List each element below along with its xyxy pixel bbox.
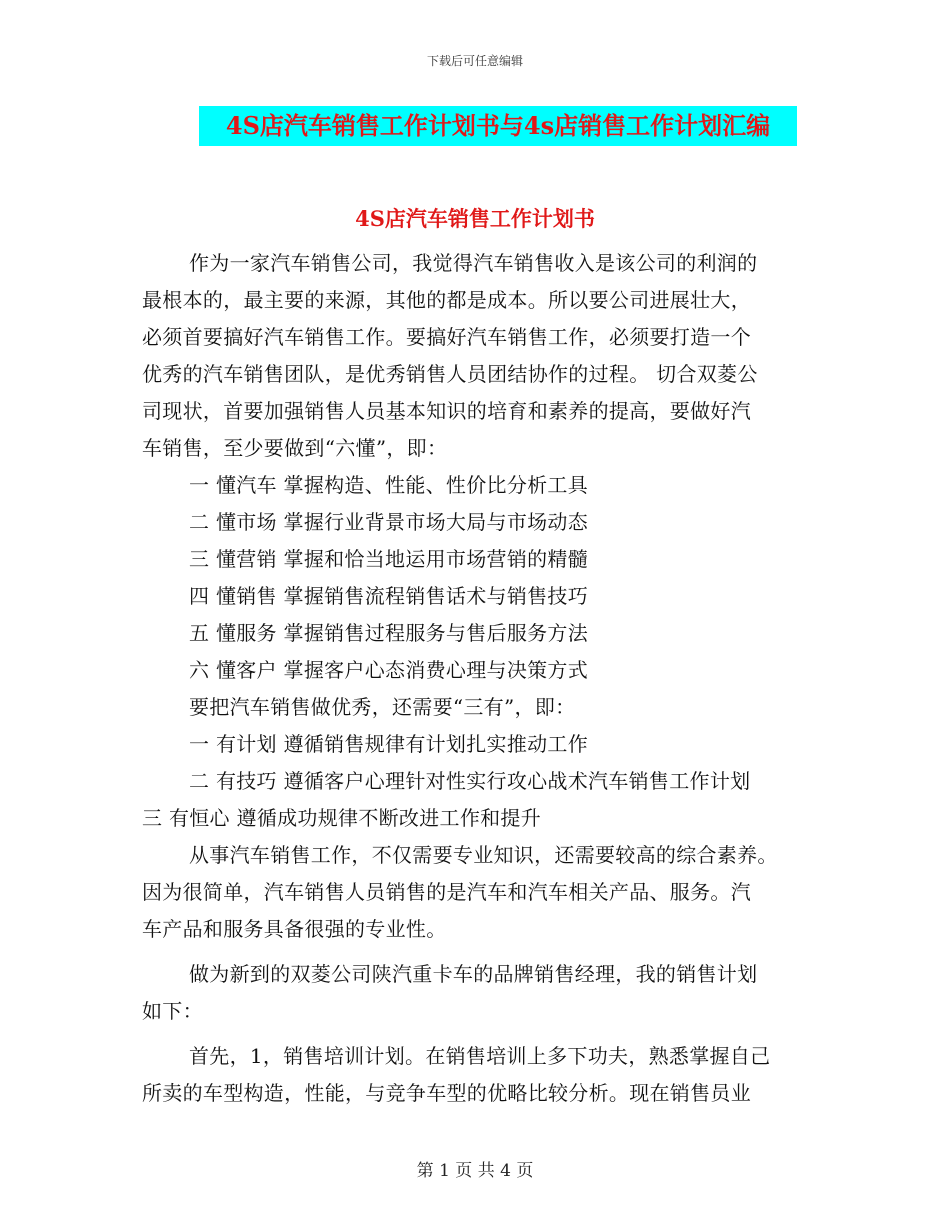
paragraph-line: 司现状，首要加强销售人员基本知识的培育和素养的提高，要做好汽 [142, 399, 751, 423]
paragraph-line: 因为很简单，汽车销售人员销售的是汽车和汽车相关产品、服务。汽 [142, 880, 751, 904]
page-header-note: 下载后可任意编辑 [426, 54, 523, 68]
paragraph-line: 要把汽车销售做优秀，还需要“三有”，即： [189, 695, 576, 719]
paragraph-line: 最根本的，最主要的来源，其他的都是成本。所以要公司进展壮大， [142, 288, 751, 312]
list-item: 一 懂汽车 掌握构造、性能、性价比分析工具 [189, 473, 589, 497]
document-body [142, 245, 808, 1112]
list-item: 二 有技巧 遵循客户心理针对性实行攻心战术汽车销售工作计划 [189, 769, 751, 793]
paragraph-line: 首先，1，销售培训计划。在销售培训上多下功夫，熟悉掌握自己 [189, 1044, 771, 1068]
paragraph-line: 所卖的车型构造，性能，与竞争车型的优略比较分析。现在销售员业 [142, 1081, 751, 1105]
document-main-title: 4S店汽车销售工作计划书与4s店销售工作计划汇编 [199, 106, 797, 146]
paragraph-line: 车销售，至少要做到“六懂”，即： [142, 436, 448, 460]
paragraph-line: 做为新到的双菱公司陕汽重卡车的品牌销售经理，我的销售计划 [189, 962, 758, 986]
list-item: 三 懂营销 掌握和恰当地运用市场营销的精髓 [189, 547, 589, 571]
list-item: 四 懂销售 掌握销售流程销售话术与销售技巧 [189, 584, 589, 608]
paragraph-line: 从事汽车销售工作，不仅需要专业知识，还需要较高的综合素养。 [189, 843, 778, 867]
paragraph-line: 优秀的汽车销售团队，是优秀销售人员团结协作的过程。 切合双菱公 [142, 362, 758, 386]
page-number-footer: 第 1 页 共 4 页 [416, 1161, 534, 1181]
paragraph-line: 必须首要搞好汽车销售工作。要搞好汽车销售工作，必须要打造一个 [142, 325, 751, 349]
list-item: 二 懂市场 掌握行业背景市场大局与市场动态 [189, 510, 589, 534]
section-title: 4S店汽车销售工作计划书 [355, 206, 595, 231]
list-item: 一 有计划 遵循销售规律有计划扎实推动工作 [189, 732, 589, 756]
paragraph-line: 车产品和服务具备很强的专业性。 [142, 917, 447, 941]
list-item: 三 有恒心 遵循成功规律不断改进工作和提升 [142, 806, 542, 830]
paragraph-line: 作为一家汽车销售公司，我觉得汽车销售收入是该公司的利润的 [189, 251, 758, 275]
paragraph-line: 如下： [142, 999, 203, 1023]
list-item: 五 懂服务 掌握销售过程服务与售后服务方法 [189, 621, 589, 645]
list-item: 六 懂客户 掌握客户心态消费心理与决策方式 [189, 658, 589, 682]
